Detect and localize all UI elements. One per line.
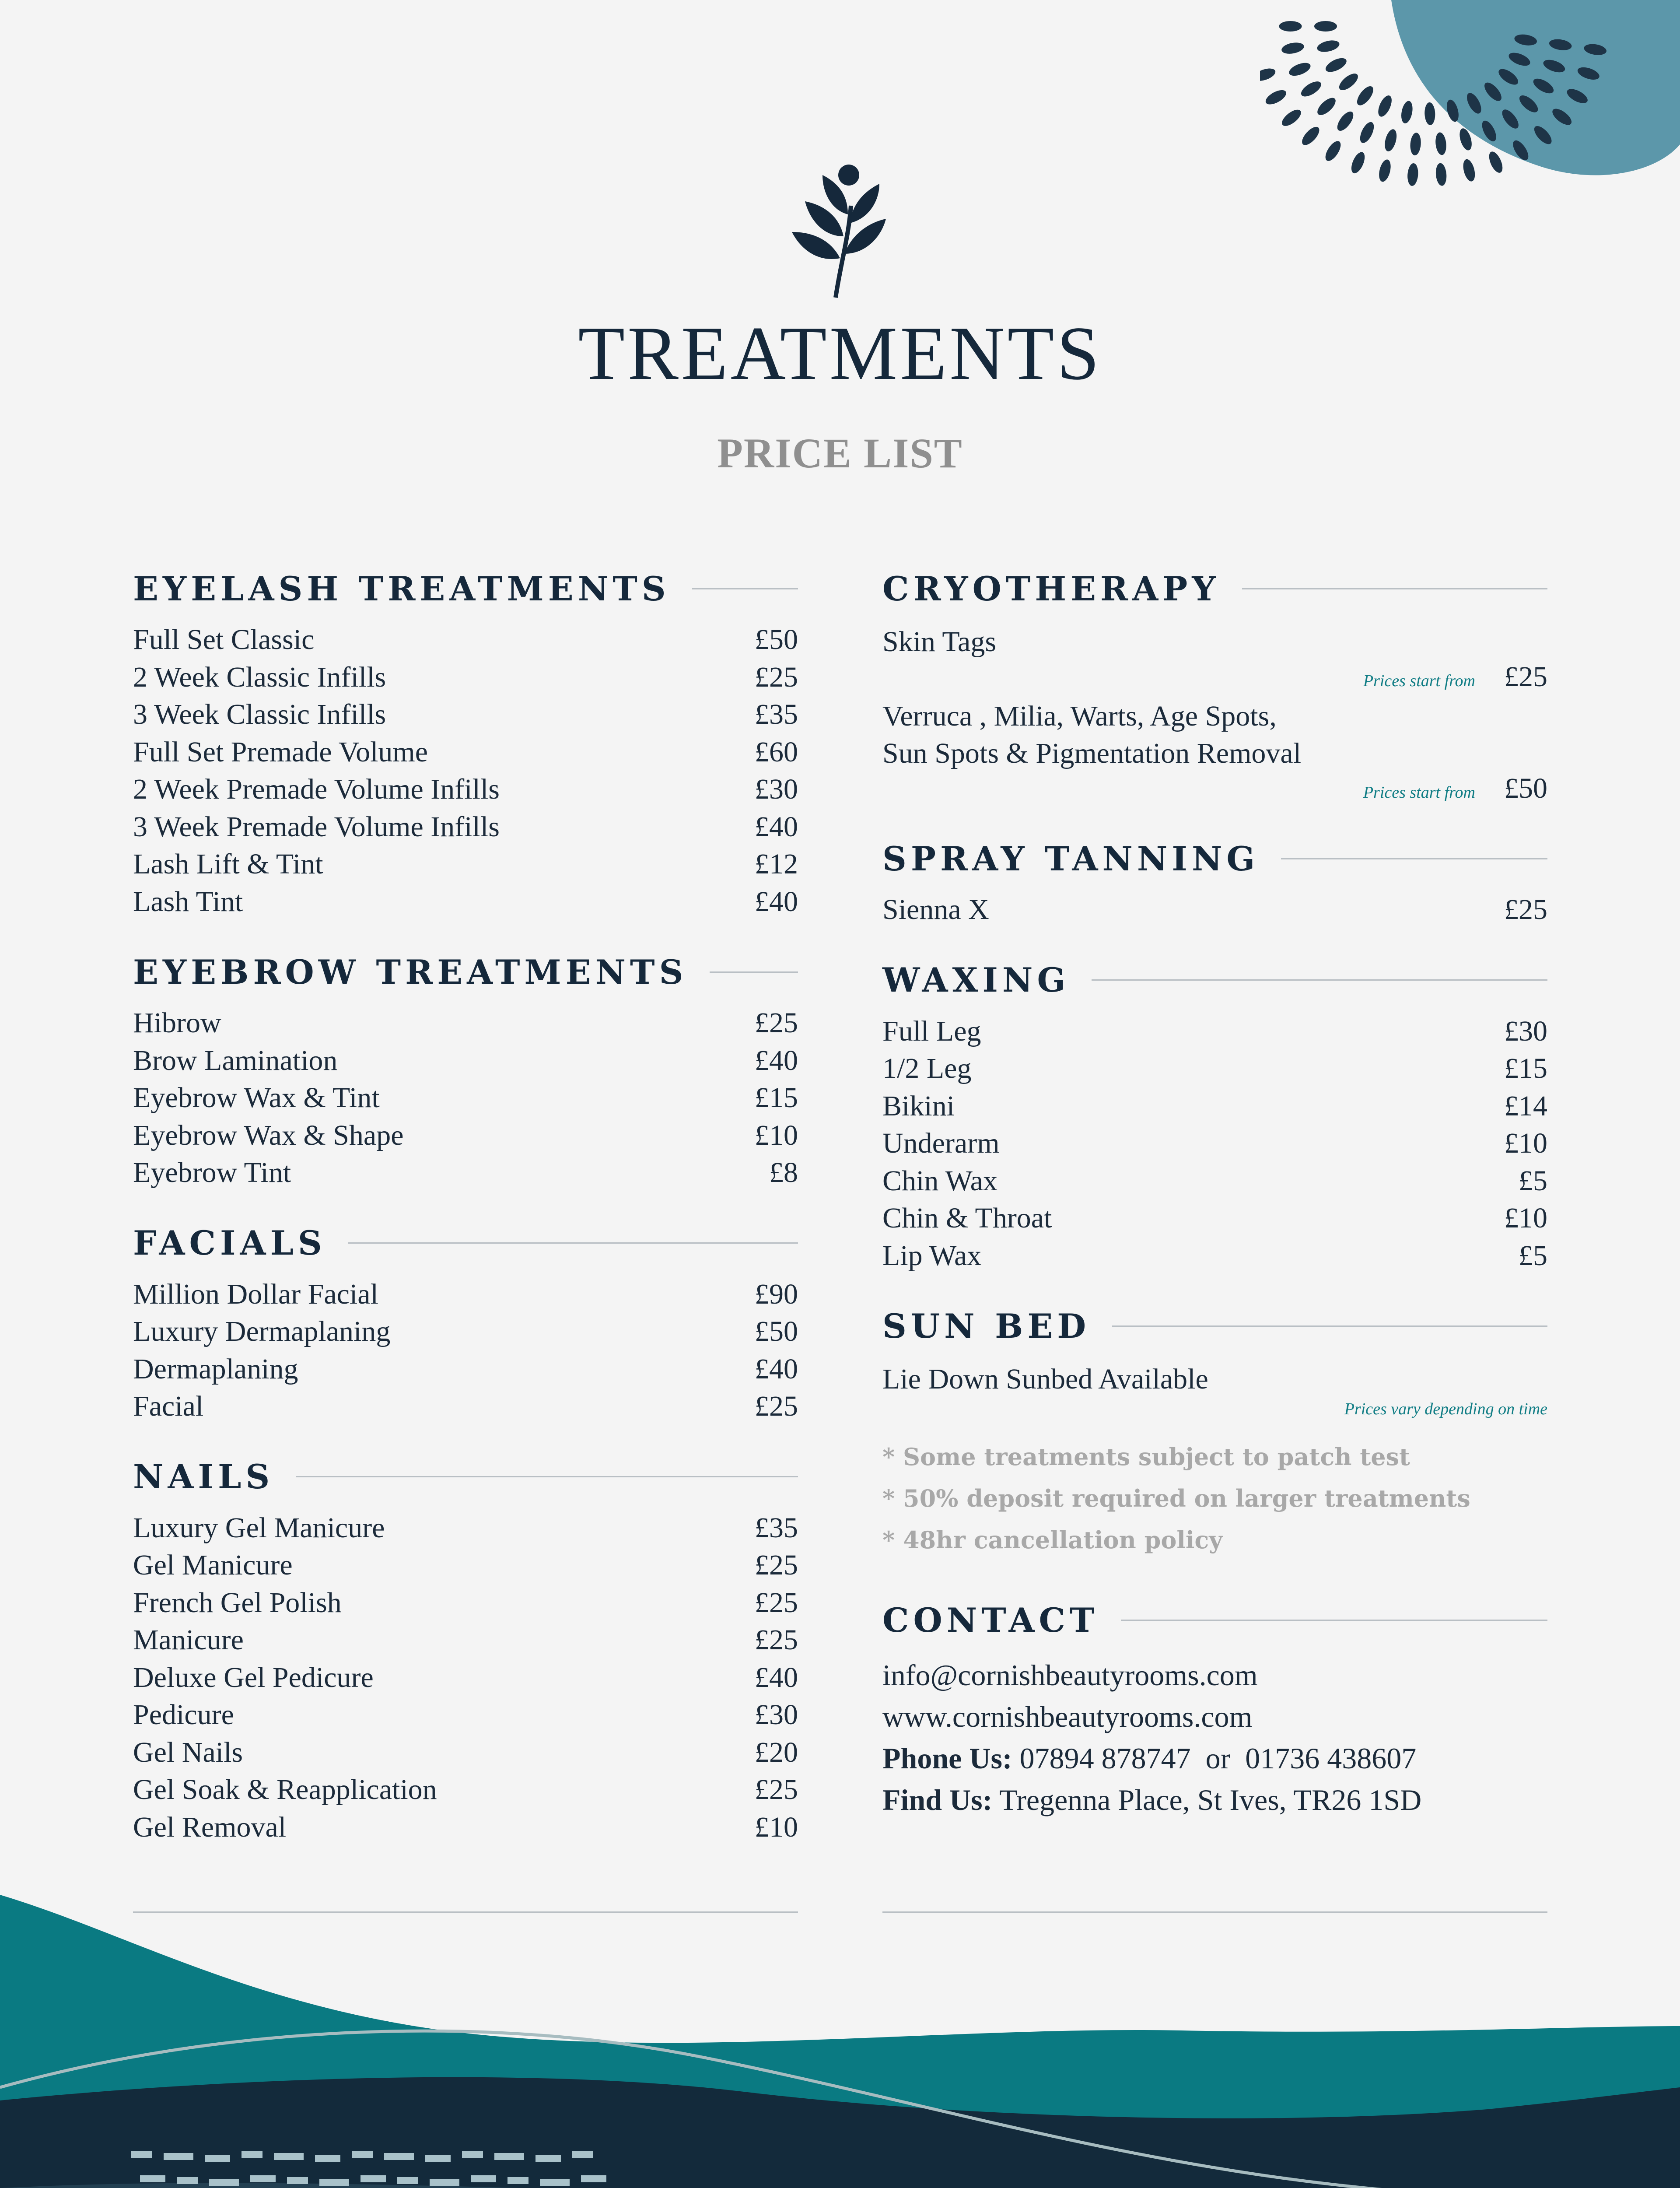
price-row xyxy=(133,1006,798,1044)
item-price: £12 xyxy=(755,848,798,880)
decorative-dot xyxy=(1299,124,1322,148)
item-price: £5 xyxy=(1519,1239,1547,1272)
item-name: Bikini xyxy=(882,1090,955,1122)
decorative-dash xyxy=(508,2177,528,2184)
item-name: Gel Removal xyxy=(133,1811,287,1843)
section-nails xyxy=(133,1453,798,1848)
decorative-dash xyxy=(462,2151,483,2158)
price-row xyxy=(133,1623,798,1661)
price-row xyxy=(133,1119,798,1157)
item-price: £50 xyxy=(755,624,798,656)
decorative-dash xyxy=(250,2175,276,2182)
section-title: CRYOTHERAPY xyxy=(882,569,1220,608)
item-name: Brow Lamination xyxy=(133,1044,338,1076)
price-list xyxy=(882,893,1547,931)
price-row xyxy=(133,623,798,661)
price-row xyxy=(882,1052,1547,1090)
item-price: £25 xyxy=(755,1549,798,1581)
section-title: EYELASH TREATMENTS xyxy=(133,569,670,608)
section-title: NAILS xyxy=(133,1457,274,1496)
divider xyxy=(1092,979,1547,981)
email-link[interactable]: info@cornishbeautyrooms.com xyxy=(882,1659,1258,1692)
item-name: 1/2 Leg xyxy=(882,1052,972,1084)
phone-number[interactable]: 07894 878747 or 01736 438607 xyxy=(1019,1742,1417,1775)
left-column xyxy=(133,565,798,1873)
item-price: £35 xyxy=(755,1511,798,1544)
decorative-dot xyxy=(1315,95,1338,118)
section-eyelash xyxy=(133,565,798,922)
item-name: Chin Wax xyxy=(882,1164,998,1197)
section-spray-tanning xyxy=(882,835,1547,931)
item-name: Gel Manicure xyxy=(133,1549,293,1581)
item-price: £90 xyxy=(755,1278,798,1310)
item-price: £25 xyxy=(755,1390,798,1422)
price-list xyxy=(133,1511,798,1848)
item-price: £10 xyxy=(755,1811,798,1843)
price-row xyxy=(133,885,798,923)
price-row xyxy=(882,1239,1547,1277)
item-price: £5 xyxy=(1519,1164,1547,1197)
page-subtitle: PRICE LIST xyxy=(717,430,963,477)
section-title: SPRAY TANNING xyxy=(882,839,1260,878)
item-name: Underarm xyxy=(882,1127,1000,1159)
decorative-dot xyxy=(1323,139,1344,164)
item-name: Gel Soak & Reapplication xyxy=(133,1774,437,1806)
decorative-dot xyxy=(1354,84,1376,108)
item-price: £15 xyxy=(1504,1052,1547,1084)
divider xyxy=(1112,1325,1547,1327)
item-price: £14 xyxy=(1504,1090,1547,1122)
decorative-dash xyxy=(425,2155,451,2162)
item-price: £8 xyxy=(769,1157,798,1189)
item-name: Eyebrow Tint xyxy=(133,1157,291,1189)
item-name: Manicure xyxy=(133,1624,244,1656)
decorative-dash xyxy=(384,2153,414,2160)
item-name: Verruca , Milia, Warts, Age Spots, xyxy=(882,700,1277,732)
item-price: £25 xyxy=(1504,894,1547,926)
item-name: Gel Nails xyxy=(133,1736,243,1768)
section-title: WAXING xyxy=(882,961,1070,999)
price-row xyxy=(882,1202,1547,1239)
item-name: Eyebrow Wax & Shape xyxy=(133,1119,404,1151)
price-list xyxy=(882,1015,1547,1277)
section-title: EYEBROW TREATMENTS xyxy=(133,952,688,992)
item-name: Eyebrow Wax & Tint xyxy=(133,1082,380,1114)
divider xyxy=(710,971,798,973)
decorative-dot xyxy=(1316,39,1340,54)
price-row xyxy=(133,1511,798,1549)
price-row xyxy=(133,848,798,885)
item-name: 2 Week Classic Infills xyxy=(133,661,386,693)
item-price: £30 xyxy=(755,773,798,805)
item-price: £40 xyxy=(755,885,798,918)
decorative-dash xyxy=(242,2151,262,2158)
item-name: Skin Tags xyxy=(882,626,997,658)
item-price: £30 xyxy=(755,1699,798,1731)
section-title: FACIALS xyxy=(133,1224,326,1262)
item-price: £40 xyxy=(755,810,798,843)
decorative-dash xyxy=(177,2177,198,2184)
price-row xyxy=(133,1156,798,1194)
item-price: £60 xyxy=(755,736,798,768)
decorative-dot xyxy=(1357,120,1376,145)
decorative-dot xyxy=(1281,41,1305,55)
price-row xyxy=(133,1773,798,1811)
decorative-dash xyxy=(494,2153,524,2160)
item-name: Lash Lift & Tint xyxy=(133,848,323,880)
decorative-dot xyxy=(1298,78,1323,99)
decorative-dot xyxy=(1279,21,1302,32)
divider xyxy=(348,1242,798,1244)
decorative-dash xyxy=(397,2177,418,2184)
decorative-dot xyxy=(1377,158,1393,183)
decorative-dot xyxy=(1486,150,1505,175)
decorative-dot xyxy=(1376,94,1394,119)
decorative-dot xyxy=(1400,100,1414,124)
policy-item: * 50% deposit required on larger treatments xyxy=(882,1484,1470,1512)
decorative-dot xyxy=(1435,132,1447,155)
decorative-dot xyxy=(1279,107,1304,129)
section-facials xyxy=(133,1219,798,1427)
section-title: CONTACT xyxy=(882,1600,1099,1640)
website-link[interactable]: www.cornishbeautyrooms.com xyxy=(882,1700,1253,1733)
decorative-dot xyxy=(1260,66,1277,84)
divider xyxy=(692,588,798,589)
item-name: Sun Spots & Pigmentation Removal xyxy=(882,737,1302,769)
leaf-branch-icon xyxy=(774,153,897,302)
decorative-dash xyxy=(581,2175,606,2182)
item-name: 3 Week Classic Infills xyxy=(133,698,386,730)
item-price: £25 xyxy=(755,661,798,693)
address: Tregenna Place, St Ives, TR26 1SD xyxy=(999,1783,1422,1816)
item-name: Lie Down Sunbed Available xyxy=(882,1363,1208,1395)
section-eyebrow xyxy=(133,948,798,1194)
item-price: £30 xyxy=(1504,1015,1547,1047)
item-name: Full Leg xyxy=(882,1015,981,1047)
price-row xyxy=(133,1315,798,1353)
price-list xyxy=(133,623,798,922)
decorative-dot xyxy=(1287,60,1312,78)
price-list xyxy=(133,1278,798,1427)
price-note: Prices vary depending on time xyxy=(1344,1400,1547,1418)
item-price: £15 xyxy=(755,1082,798,1114)
section-waxing xyxy=(882,956,1547,1277)
price-row xyxy=(133,1698,798,1736)
item-price: £40 xyxy=(755,1353,798,1385)
decorative-dash xyxy=(205,2155,230,2162)
price-row xyxy=(882,1090,1547,1127)
decorative-dot xyxy=(1337,70,1361,93)
section-sun-bed xyxy=(882,1302,1547,1419)
address-label: Find Us: xyxy=(882,1783,993,1816)
item-name: Sienna X xyxy=(882,894,989,926)
decorative-dash xyxy=(572,2151,593,2158)
policy-list xyxy=(882,1436,1547,1561)
price-row xyxy=(133,1811,798,1848)
divider xyxy=(1242,588,1547,589)
decorative-dash xyxy=(287,2177,308,2184)
decorative-dash xyxy=(140,2175,165,2182)
item-price: £35 xyxy=(755,698,798,730)
price-row xyxy=(133,736,798,773)
price-row xyxy=(133,1661,798,1699)
decorative-dash xyxy=(352,2151,373,2158)
decorative-dash xyxy=(360,2175,386,2182)
item-name: Hibrow xyxy=(133,1007,221,1039)
item-price: £25 xyxy=(1504,661,1547,693)
section-cryotherapy xyxy=(882,565,1547,809)
item-price: £25 xyxy=(755,1586,798,1619)
divider xyxy=(1121,1620,1547,1621)
decorative-dot xyxy=(1461,158,1477,182)
phone-label: Phone Us: xyxy=(882,1742,1012,1775)
price-row xyxy=(133,1044,798,1082)
decorative-dot xyxy=(1334,109,1356,133)
corner-decoration xyxy=(1260,0,1680,228)
divider xyxy=(296,1476,798,1477)
decorative-dot xyxy=(1323,55,1348,75)
price-row xyxy=(133,1081,798,1119)
decorative-dash xyxy=(131,2151,152,2158)
item-price: £25 xyxy=(755,1624,798,1656)
item-price: £20 xyxy=(755,1736,798,1768)
item-name: 3 Week Premade Volume Infills xyxy=(133,810,500,843)
price-row xyxy=(882,1015,1547,1052)
item-price: £40 xyxy=(755,1044,798,1076)
decorative-dot xyxy=(1349,150,1368,175)
decorative-dash xyxy=(319,2179,349,2186)
section-title: SUN BED xyxy=(882,1306,1091,1346)
page-title: TREATMENTS xyxy=(578,311,1102,396)
item-price: £10 xyxy=(755,1119,798,1151)
decorative-dash xyxy=(540,2179,570,2186)
price-row xyxy=(882,893,1547,931)
item-name: Luxury Dermaplaning xyxy=(133,1315,391,1347)
price-note: Prices start from xyxy=(1363,672,1475,690)
decorative-dot xyxy=(1407,163,1419,186)
decorative-dot xyxy=(1382,128,1399,152)
decorative-dot xyxy=(1435,163,1447,186)
decorative-dot xyxy=(1424,102,1435,125)
price-row xyxy=(133,773,798,810)
item-name: Pedicure xyxy=(133,1699,234,1731)
decorative-dot xyxy=(1314,21,1337,32)
item-price: £10 xyxy=(1504,1127,1547,1159)
decorative-dash xyxy=(274,2153,304,2160)
price-row xyxy=(133,1353,798,1390)
divider xyxy=(1281,858,1547,859)
price-row xyxy=(133,661,798,698)
item-price: £40 xyxy=(755,1661,798,1694)
item-name: Deluxe Gel Pedicure xyxy=(133,1661,374,1694)
decorative-dot xyxy=(1410,132,1422,156)
decorative-dash xyxy=(536,2155,561,2162)
item-price: £50 xyxy=(755,1315,798,1347)
item-name: Dermaplaning xyxy=(133,1353,298,1385)
item-name: Lip Wax xyxy=(882,1239,982,1272)
decorative-dash xyxy=(430,2179,459,2186)
policy-item: * 48hr cancellation policy xyxy=(882,1526,1223,1554)
item-price: £10 xyxy=(1504,1202,1547,1234)
price-row xyxy=(133,810,798,848)
item-name: Lash Tint xyxy=(133,885,243,918)
item-name: Full Set Premade Volume xyxy=(133,736,428,768)
item-name: Full Set Classic xyxy=(133,624,315,656)
price-list xyxy=(133,1006,798,1194)
price-note: Prices start from xyxy=(1363,783,1475,802)
item-name: Facial xyxy=(133,1390,204,1422)
price-row xyxy=(133,1278,798,1315)
price-row xyxy=(133,1390,798,1427)
price-row xyxy=(133,1736,798,1774)
item-price: £25 xyxy=(755,1007,798,1039)
price-row xyxy=(133,1549,798,1586)
item-name: Luxury Gel Manicure xyxy=(133,1511,385,1544)
section-contact xyxy=(882,1596,1547,1821)
decorative-dash xyxy=(209,2179,239,2186)
price-row xyxy=(133,698,798,736)
decorative-dash xyxy=(164,2153,193,2160)
item-name: Chin & Throat xyxy=(882,1202,1052,1234)
decorative-dash xyxy=(315,2155,340,2162)
item-name: Million Dollar Facial xyxy=(133,1278,378,1310)
decorative-dash xyxy=(471,2175,496,2182)
item-price: £50 xyxy=(1504,772,1547,804)
price-row xyxy=(882,1127,1547,1164)
item-name: French Gel Polish xyxy=(133,1586,342,1619)
policy-item: * Some treatments subject to patch test xyxy=(882,1443,1410,1471)
price-row xyxy=(133,1586,798,1624)
wave-decoration xyxy=(0,1882,1680,2188)
price-row xyxy=(882,1164,1547,1202)
right-column xyxy=(882,565,1547,1821)
item-price: £25 xyxy=(755,1774,798,1806)
decorative-dot xyxy=(1264,87,1288,107)
item-name: 2 Week Premade Volume Infills xyxy=(133,773,500,805)
